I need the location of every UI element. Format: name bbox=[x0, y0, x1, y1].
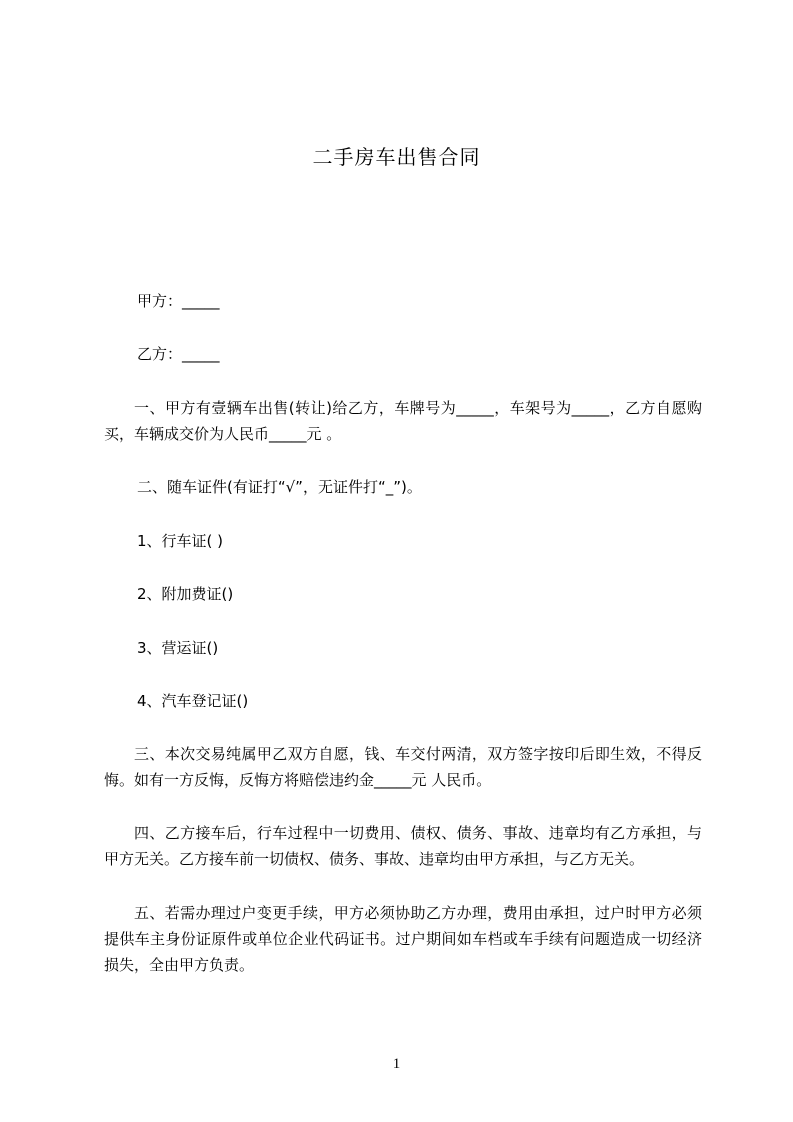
party-b-line: 乙方：_____ bbox=[137, 345, 220, 363]
clause-2: 二、随车证件(有证打“√”，无证件打“_”)。 bbox=[137, 478, 422, 496]
document-item-operation-permit: 3、营运证() bbox=[137, 639, 219, 657]
clause-1: 一、甲方有壹辆车出售(转让)给乙方，车牌号为_____，车架号为_____，乙方自愿购买，车辆成交价为人民币_____元 。 bbox=[104, 399, 702, 443]
clause-3: 三、本次交易纯属甲乙双方自愿，钱、车交付两清，双方签字按印后即生效，不得反悔。如有一方反悔，反悔方将赔偿违约金_____元 人民币。 bbox=[104, 745, 702, 789]
party-a-line: 甲方：_____ bbox=[137, 292, 220, 310]
document-title: 二手房车出售合同 bbox=[312, 145, 481, 169]
document-item-vehicle-registration: 4、汽车登记证() bbox=[137, 692, 249, 710]
document-item-surcharge-certificate: 2、附加费证() bbox=[137, 585, 234, 603]
document-item-driving-license: 1、行车证( ) bbox=[137, 532, 224, 550]
page-number: 1 bbox=[392, 1056, 401, 1072]
clause-4: 四、乙方接车后，行车过程中一切费用、债权、债务、事故、违章均有乙方承担，与甲方无关。乙方接车前一切债权、债务、事故、违章均由甲方承担，与乙方无关。 bbox=[104, 824, 702, 868]
clause-5: 五、若需办理过户变更手续，甲方必须协助乙方办理，费用由承担，过户时甲方必须提供车主身份证原件或单位企业代码证书。过户期间如车档或车手续有问题造成一切经济损失，全由甲方负责。 bbox=[104, 904, 702, 974]
